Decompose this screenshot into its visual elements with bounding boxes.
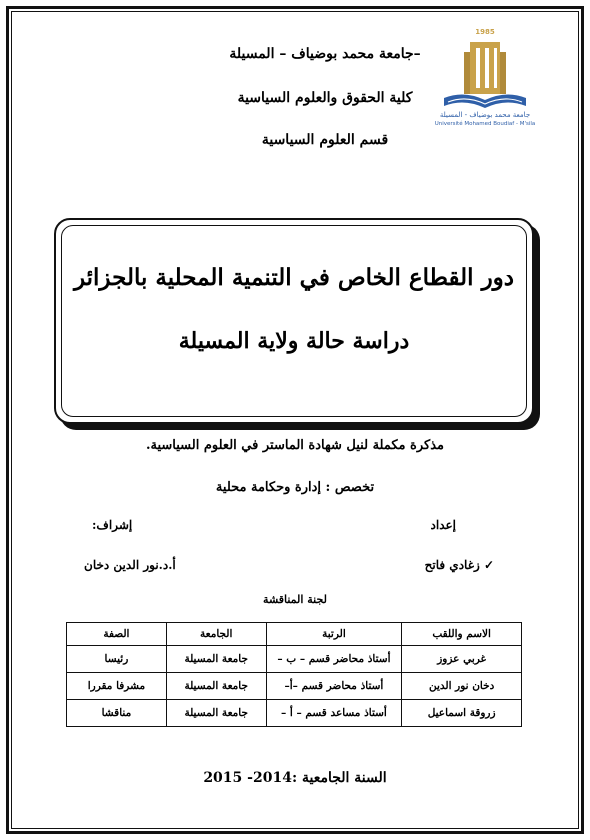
table-row: [67, 700, 522, 727]
department-name: قسم العلوم السياسية: [261, 132, 389, 148]
header-name: الاسم واللقب: [402, 623, 522, 646]
thesis-title: دور القطاع الخاص في التنمية المحلية بالجزائر: [73, 264, 515, 291]
member-rank: أستاذ مساعد قسم – أ –: [266, 700, 402, 727]
member-rank: أستاذ محاضر قسم – ب –: [266, 646, 402, 673]
thesis-note: مذكرة مكملة لنيل شهادة الماستر في العلوم السياسية.: [145, 438, 445, 453]
member-rank: أستاذ محاضر قسم –أ–: [266, 673, 402, 700]
committee-table: [66, 622, 522, 727]
prepared-by-label: إعداد: [430, 518, 456, 532]
student-name: ✓ زغادي فاتح: [424, 558, 494, 572]
member-name: زروقة اسماعيل: [402, 700, 522, 727]
title-box: [54, 218, 534, 424]
academic-year: السنة الجامعية :2014- 2015: [203, 770, 387, 786]
table-row: [67, 646, 522, 673]
committee-header-row: [67, 623, 522, 646]
table-row: [67, 673, 522, 700]
header-rank: الرتبة: [266, 623, 402, 646]
supervisor-name: أ.د.نور الدين دخان: [84, 558, 176, 572]
supervision-label: إشراف:: [92, 518, 133, 532]
title-box-inner-border: [61, 225, 527, 417]
university-logo: [430, 28, 540, 128]
logo-year: 1985: [475, 28, 495, 36]
member-role: مناقشا: [67, 700, 167, 727]
logo-name-ar: جامعة محمد بوضياف - المسيلة: [439, 111, 531, 119]
member-role: مشرفا مقررا: [67, 673, 167, 700]
member-name: دخان نور الدين: [402, 673, 522, 700]
member-university: جامعة المسيلة: [166, 646, 266, 673]
header-university: الجامعة: [166, 623, 266, 646]
logo-name-fr: Université Mohamed Boudiaf - M'sila: [434, 121, 536, 127]
specialty: تخصص : إدارة وحكامة محلية: [215, 480, 375, 495]
member-role: رئيسا: [67, 646, 167, 673]
header-role: الصفة: [67, 623, 167, 646]
thesis-subtitle: دراسة حالة ولاية المسيلة: [178, 328, 410, 354]
member-university: جامعة المسيلة: [166, 700, 266, 727]
university-name: جامعة محمد بوضياف – المسيلة–: [229, 46, 421, 62]
faculty-name: كلية الحقوق والعلوم السياسية: [237, 90, 413, 106]
committee-title: لجنة المناقشة: [263, 593, 327, 606]
member-university: جامعة المسيلة: [166, 673, 266, 700]
member-name: غربي عزوز: [402, 646, 522, 673]
